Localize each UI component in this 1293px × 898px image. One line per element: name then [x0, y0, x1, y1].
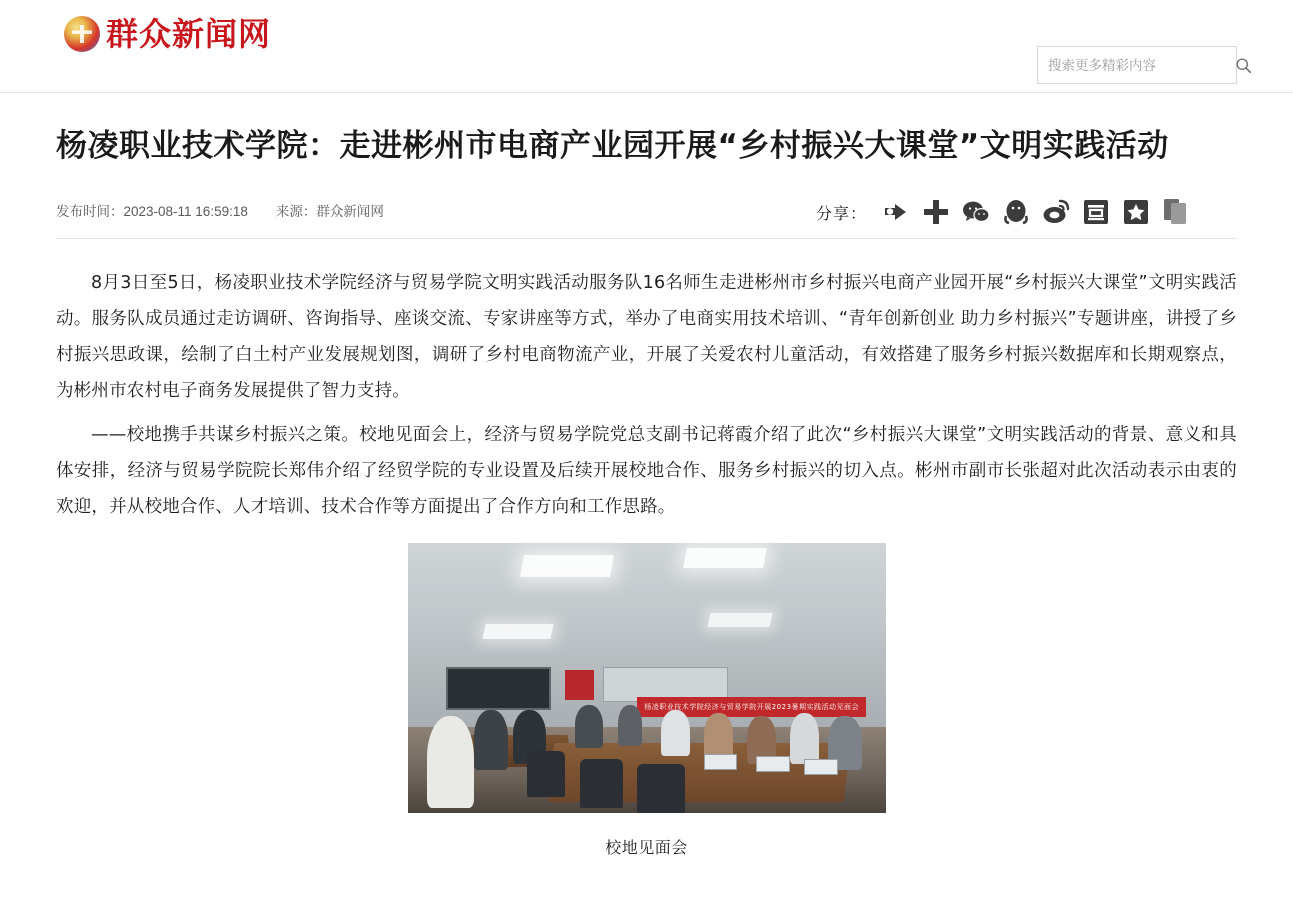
photo-person [575, 705, 604, 748]
share-copy-link-icon[interactable] [1161, 197, 1191, 227]
photo-laptop [756, 756, 789, 772]
photo-person [474, 710, 507, 769]
share-more-plus-icon[interactable] [921, 197, 951, 227]
article-meta-row [56, 192, 1237, 232]
wechat-glyph [962, 199, 990, 225]
share-qq-icon[interactable] [1001, 197, 1031, 227]
plus-square-glyph [922, 198, 950, 226]
article-figure [56, 543, 1237, 858]
photo-chair [580, 759, 623, 808]
photo-national-flag [565, 670, 594, 700]
search-icon [1235, 57, 1252, 74]
share-bar [816, 192, 1191, 232]
star-square-glyph [1123, 199, 1149, 225]
share-hand-icon[interactable] [881, 197, 911, 227]
qunzhong-news-logo-icon [64, 16, 100, 52]
photo-ceiling-light [707, 613, 772, 627]
photo-laptop [804, 759, 837, 775]
copy-pages-glyph [1163, 198, 1189, 226]
photo-ceiling-light [482, 624, 553, 639]
photo-chair [527, 751, 565, 797]
publish-time: 发布时间：2023-08-11 16:59:18 [56, 204, 248, 219]
douban-square-glyph [1083, 199, 1109, 225]
photo-chair [637, 764, 685, 813]
article [0, 122, 1293, 858]
share-douban-icon[interactable] [1081, 197, 1111, 227]
share-icon-list [881, 197, 1191, 227]
photo-banner-text: 杨凌职业技术学院经济与贸易学院开展2023暑期实践活动见面会 [637, 697, 866, 717]
share-wechat-icon[interactable] [961, 197, 991, 227]
site-logo[interactable] [64, 16, 271, 52]
photo-person [661, 710, 690, 756]
photo-ceiling [408, 543, 886, 662]
photo-display-screen [446, 667, 551, 710]
site-header [0, 0, 1293, 92]
article-source: 来源：群众新闻网 [275, 204, 384, 219]
photo-person [790, 713, 819, 764]
qq-penguin-glyph [1003, 198, 1029, 226]
header-divider [0, 92, 1293, 93]
search-box[interactable] [1037, 46, 1237, 84]
photo-person [427, 716, 475, 808]
search-button[interactable] [1235, 47, 1252, 83]
search-input[interactable] [1038, 47, 1235, 83]
meta-divider [56, 238, 1237, 239]
photo-laptop [704, 754, 737, 770]
article-paragraph: ——校地携手共谋乡村振兴之策。校地见面会上，经济与贸易学院党总支副书记蒋霞介绍了此次“乡村振兴大课堂”文明实践活动的背景、意义和具体安排，经济与贸易学院院长郑伟介绍了经贸学院的专业设置及后续开展校地合作、服务乡村振兴的切入点。彬州市副市长张超对此次活动表示由衷的欢迎，并从校地合作、人才培训、技术合作等方面提出了合作方向和工作思路。 [56, 425, 1237, 517]
meeting-photo [408, 543, 886, 813]
page-title: 杨凌职业技术学院：走进彬州市电商产业园开展“乡村振兴大课堂”文明实践活动 [56, 128, 1169, 164]
share-favorite-star-icon[interactable] [1121, 197, 1151, 227]
photo-person [618, 705, 642, 746]
site-logo-text: 群众新闻网 [106, 15, 272, 53]
weibo-glyph [1042, 198, 1070, 226]
article-paragraph: 8月3日至5日，杨凌职业技术学院经济与贸易学院文明实践活动服务队16名师生走进彬州市乡村振兴电商产业园开展“乡村振兴大课堂”文明实践活动。服务队成员通过走访调研、咨询指导、座谈交流、专家讲座等方式，举办了电商实用技术培训、“青年创新创业 助力乡村振兴”专题讲座，讲授了乡村振兴思政课，绘制了白土村产业发展规划图，调研了乡村电商物流产业，开展了关爱农村儿童活动，有效搭建了服务乡村振兴数据库和长期观察点，为彬州市农村电子商务发展提供了智力支持。 [56, 273, 1237, 401]
article-body [56, 265, 1237, 525]
share-label: 分享： [815, 205, 867, 223]
figure-caption: 校地见面会 [605, 838, 688, 857]
hand-pointer-glyph [881, 199, 911, 225]
share-weibo-icon[interactable] [1041, 197, 1071, 227]
